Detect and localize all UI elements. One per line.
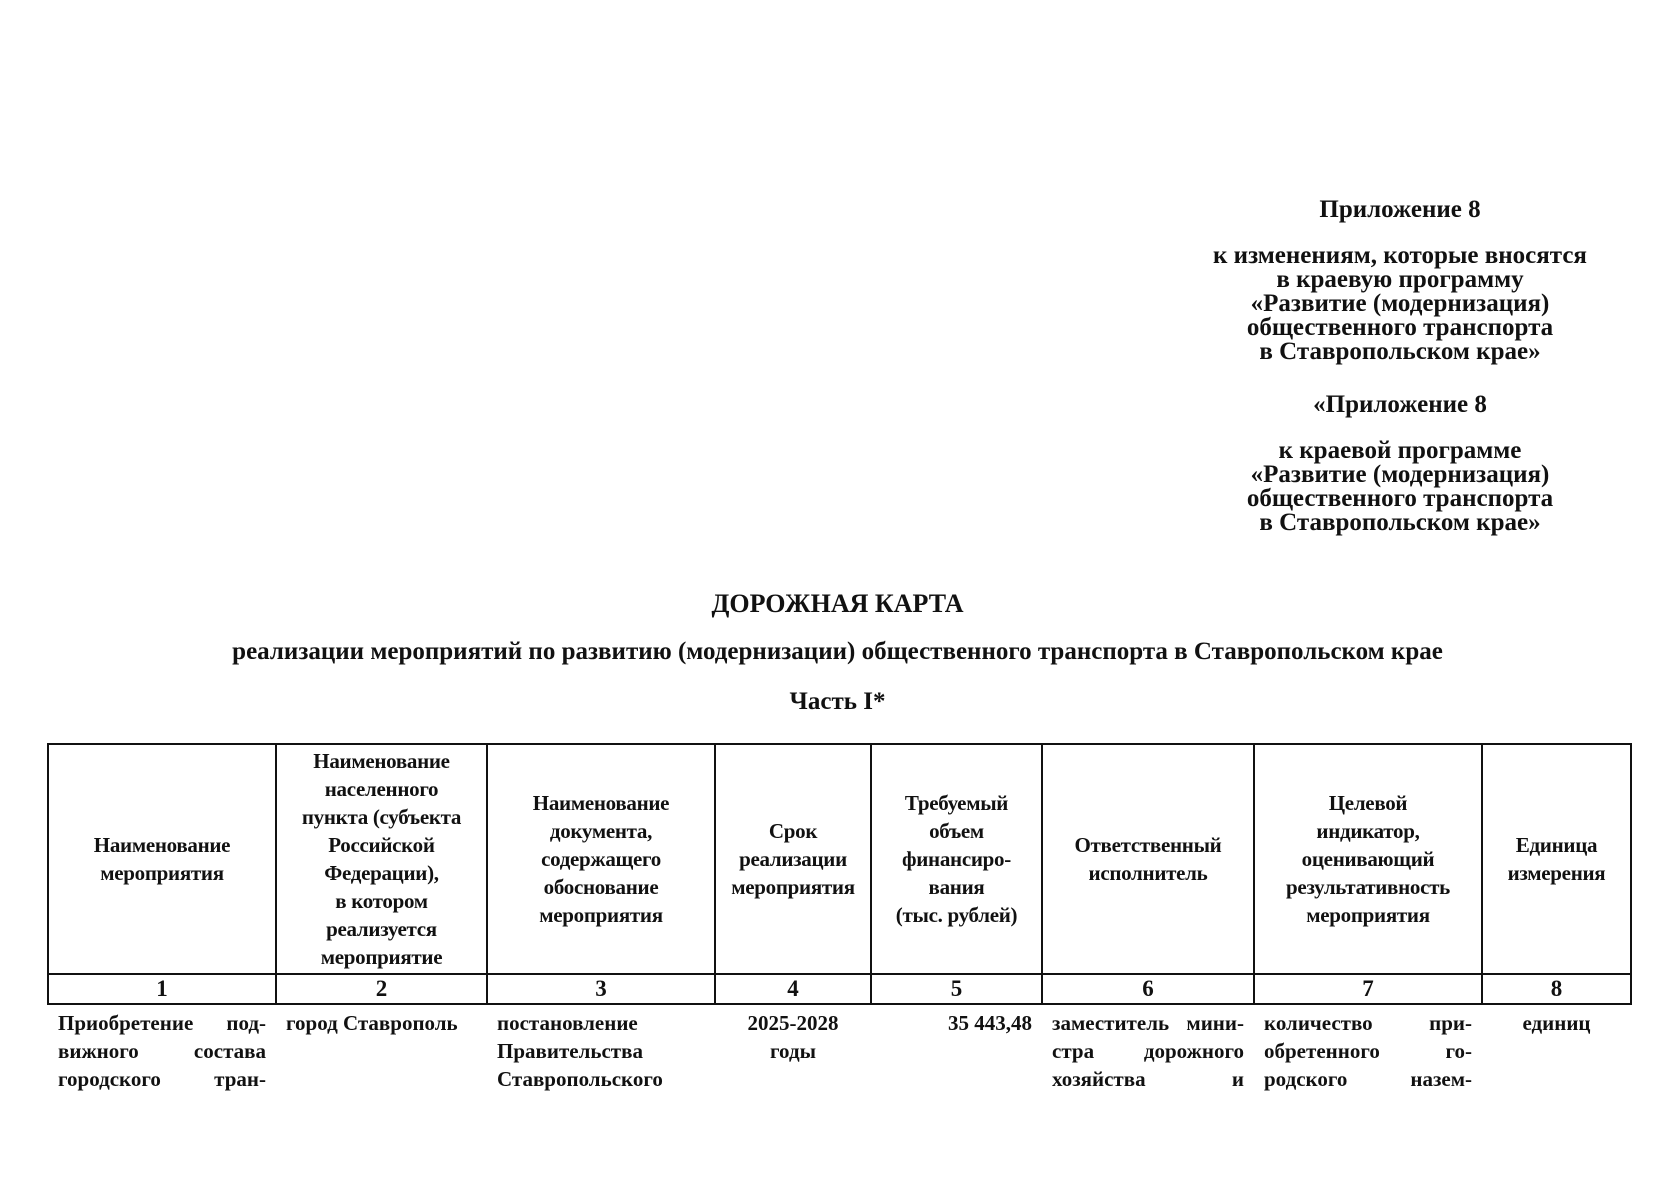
annex-quote-line: к краевой программе [1278, 437, 1522, 464]
annex-quote [1180, 393, 1620, 535]
table-cell-activity: Приобретение под- вижного состава городского тран- [58, 1011, 266, 1091]
table-header-row [48, 744, 1631, 974]
table-row [48, 1004, 1631, 1097]
column-header: Наименование мероприятия [48, 744, 276, 974]
column-header: Ответственный исполнитель [1042, 744, 1254, 974]
column-header: Срок реализации мероприятия [715, 744, 871, 974]
annex-quote-lines [1180, 439, 1620, 535]
annex-line: в Ставропольском крае» [1259, 338, 1541, 365]
table-cell-locality: город Ставрополь [286, 1011, 458, 1035]
table-cell-funding: 35 443,48 [948, 1011, 1032, 1035]
document-title: ДОРОЖНАЯ КАРТА [711, 589, 964, 618]
column-header: Наименование документа, содержащего обоснование мероприятия [487, 744, 715, 974]
annex-quote-title: «Приложение 8 [1313, 391, 1487, 418]
table-cell-document: постановление Правительства Ставропольского [497, 1011, 663, 1091]
table-cell-unit: единиц [1522, 1011, 1591, 1035]
column-number: 4 [715, 974, 871, 1004]
annex-quote-line: в Ставропольском крае» [1259, 509, 1541, 536]
column-number: 1 [48, 974, 276, 1004]
roadmap-table [47, 743, 1632, 1097]
table-cell-responsible: заместитель мини- стра дорожного хозяйства и [1052, 1011, 1244, 1091]
column-number: 2 [276, 974, 487, 1004]
column-header: Целевой индикатор, оценивающий результативность мероприятия [1254, 744, 1482, 974]
column-number: 5 [871, 974, 1042, 1004]
annex-header [1180, 198, 1620, 364]
column-number-row [48, 974, 1631, 1004]
column-number: 7 [1254, 974, 1482, 1004]
column-header: Требуемый объем финансиро- вания (тыс. рублей) [871, 744, 1042, 974]
annex-line: к изменениям, которые вносятся [1213, 242, 1587, 269]
column-header: Наименование населенного пункта (субъекта Российской Федерации), в котором реализуется мероприятие [276, 744, 487, 974]
annex-title: Приложение 8 [1319, 196, 1481, 223]
annex-quote-line: общественного транспорта [1246, 485, 1554, 512]
annex-line: «Развитие (модернизация) [1250, 290, 1550, 317]
column-header: Единица измерения [1482, 744, 1631, 974]
document-subtitle: реализации мероприятий по развитию (модернизации) общественного транспорта в Ставропольском крае [232, 638, 1443, 665]
annex-line: общественного транспорта [1246, 314, 1554, 341]
annex-line: в краевую программу [1276, 266, 1524, 293]
document-part: Часть I* [789, 688, 886, 715]
annex-quote-line: «Развитие (модернизация) [1250, 461, 1550, 488]
column-number: 3 [487, 974, 715, 1004]
table-cell-period: 2025-2028 годы [747, 1011, 839, 1063]
column-number: 6 [1042, 974, 1254, 1004]
table-cell-indicator: количество при- обретенного го- родского назем- [1264, 1011, 1472, 1091]
annex-lines [1180, 244, 1620, 364]
column-number: 8 [1482, 974, 1631, 1004]
